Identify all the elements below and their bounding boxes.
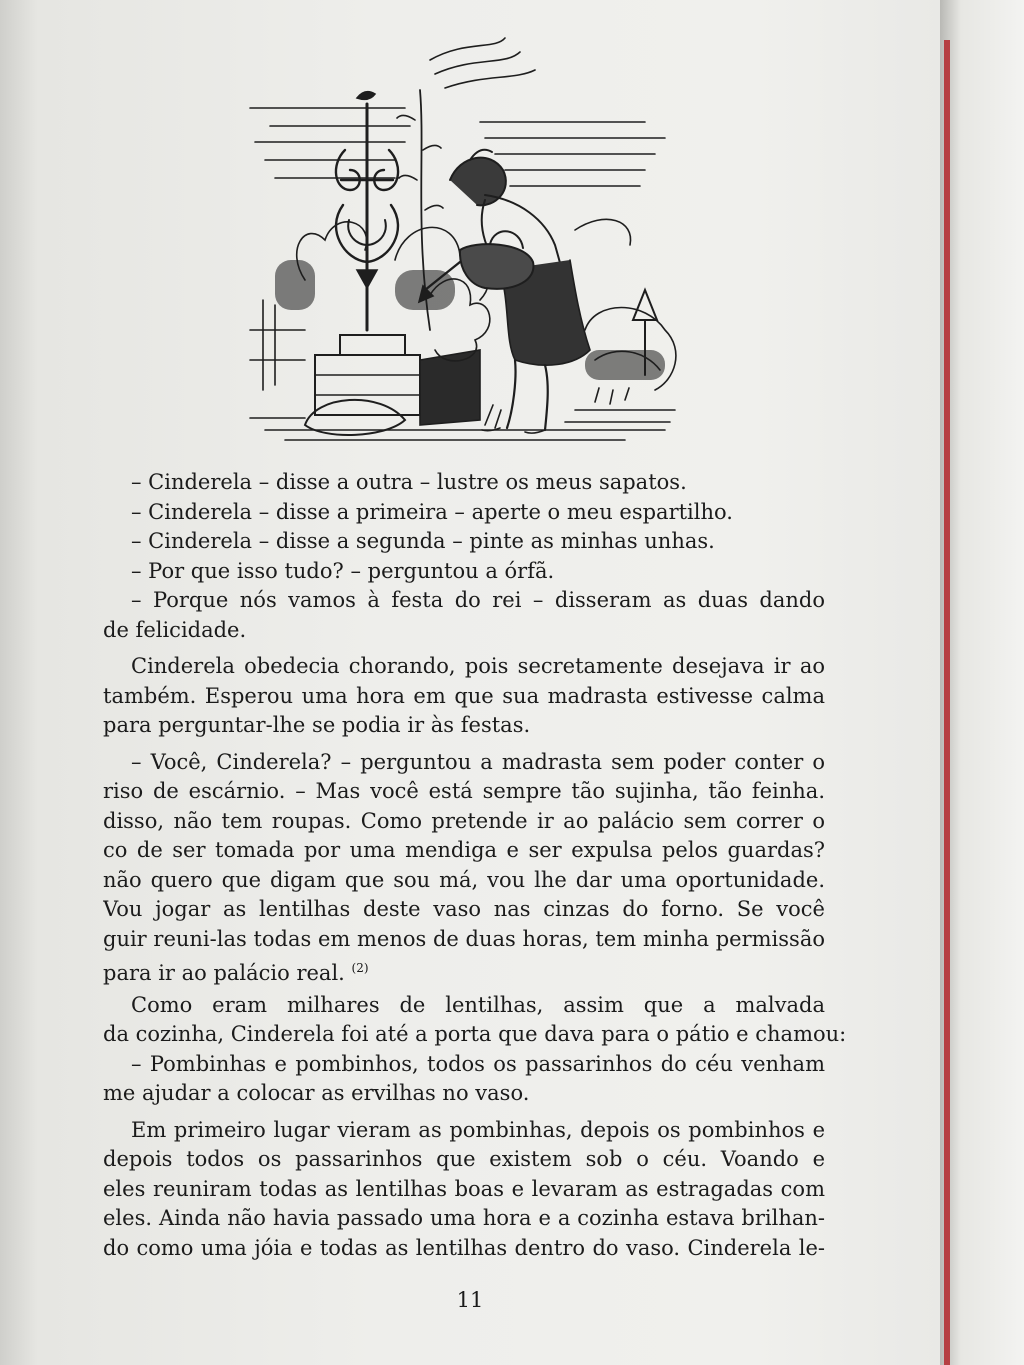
story-text	[103, 468, 847, 1263]
footnote-marker: (2)	[351, 961, 369, 975]
page-number: 11	[456, 1288, 484, 1312]
text-line: também. Esperou uma hora em que sua madrasta estivesse calma	[103, 683, 825, 708]
page-stack-edge	[940, 0, 1024, 1365]
text-line: – Pombinhas e pombinhos, todos os passarinhos do céu venham	[131, 1051, 825, 1076]
text-line: guir reuni-las todas em menos de duas horas, tem minha permissão	[103, 926, 825, 951]
text-line: para perguntar-lhe se podia ir às festas.	[103, 713, 531, 737]
text-line: não quero que digam que sou má, vou lhe dar uma oportunidade.	[103, 867, 825, 892]
text-line: – Cinderela – disse a primeira – aperte o meu espartilho.	[131, 499, 733, 524]
text-line: depois todos os passarinhos que existem sob o céu. Voando e	[103, 1147, 825, 1171]
text-line: – Porque nós vamos à festa do rei – disseram as duas dando	[131, 588, 825, 612]
text-line: disso, não tem roupas. Como pretende ir ao palácio sem correr o	[103, 808, 825, 833]
text-line: riso de escárnio. – Mas você está sempre tão sujinha, tão feinha.	[103, 779, 825, 803]
cinderella-watering-grave-illustration	[245, 30, 685, 450]
text-line: do como uma jóia e todas as lentilhas dentro do vaso. Cinderela le-	[103, 1235, 825, 1260]
text-line-with-footnote	[103, 954, 825, 984]
text-line: da cozinha, Cinderela foi até a porta que dava para o pátio e chamou:	[103, 1022, 847, 1046]
text-line: – Cinderela – disse a segunda – pinte as minhas unhas.	[131, 529, 715, 553]
text-line: eles. Ainda não havia passado uma hora e a cozinha estava brilhan-	[103, 1206, 825, 1230]
text-line: Cinderela obedecia chorando, pois secretamente desejava ir ao	[131, 654, 825, 678]
text-line: – Por que isso tudo? – perguntou a órfã.	[131, 558, 555, 583]
text-line: eles reuniram todas as lentilhas boas e levaram as estragadas com	[103, 1176, 825, 1201]
text-line: Em primeiro lugar vieram as pombinhas, depois os pombinhos e	[131, 1117, 825, 1142]
text-line: – Você, Cinderela? – perguntou a madrasta sem poder conter o	[131, 749, 825, 774]
text-line: – Cinderela – disse a outra – lustre os meus sapatos.	[131, 470, 687, 494]
text-line: Vou jogar as lentilhas deste vaso nas cinzas do forno. Se você	[103, 897, 825, 921]
text-line: me ajudar a colocar as ervilhas no vaso.	[103, 1081, 530, 1105]
red-book-cover-edge	[944, 40, 950, 1365]
text-line: co de ser tomada por uma mendiga e ser expulsa pelos guardas?	[103, 838, 825, 862]
text-line: de felicidade.	[103, 617, 247, 642]
text-line: Como eram milhares de lentilhas, assim que a malvada	[131, 992, 825, 1017]
text-line: para ir ao palácio real.	[103, 961, 345, 985]
